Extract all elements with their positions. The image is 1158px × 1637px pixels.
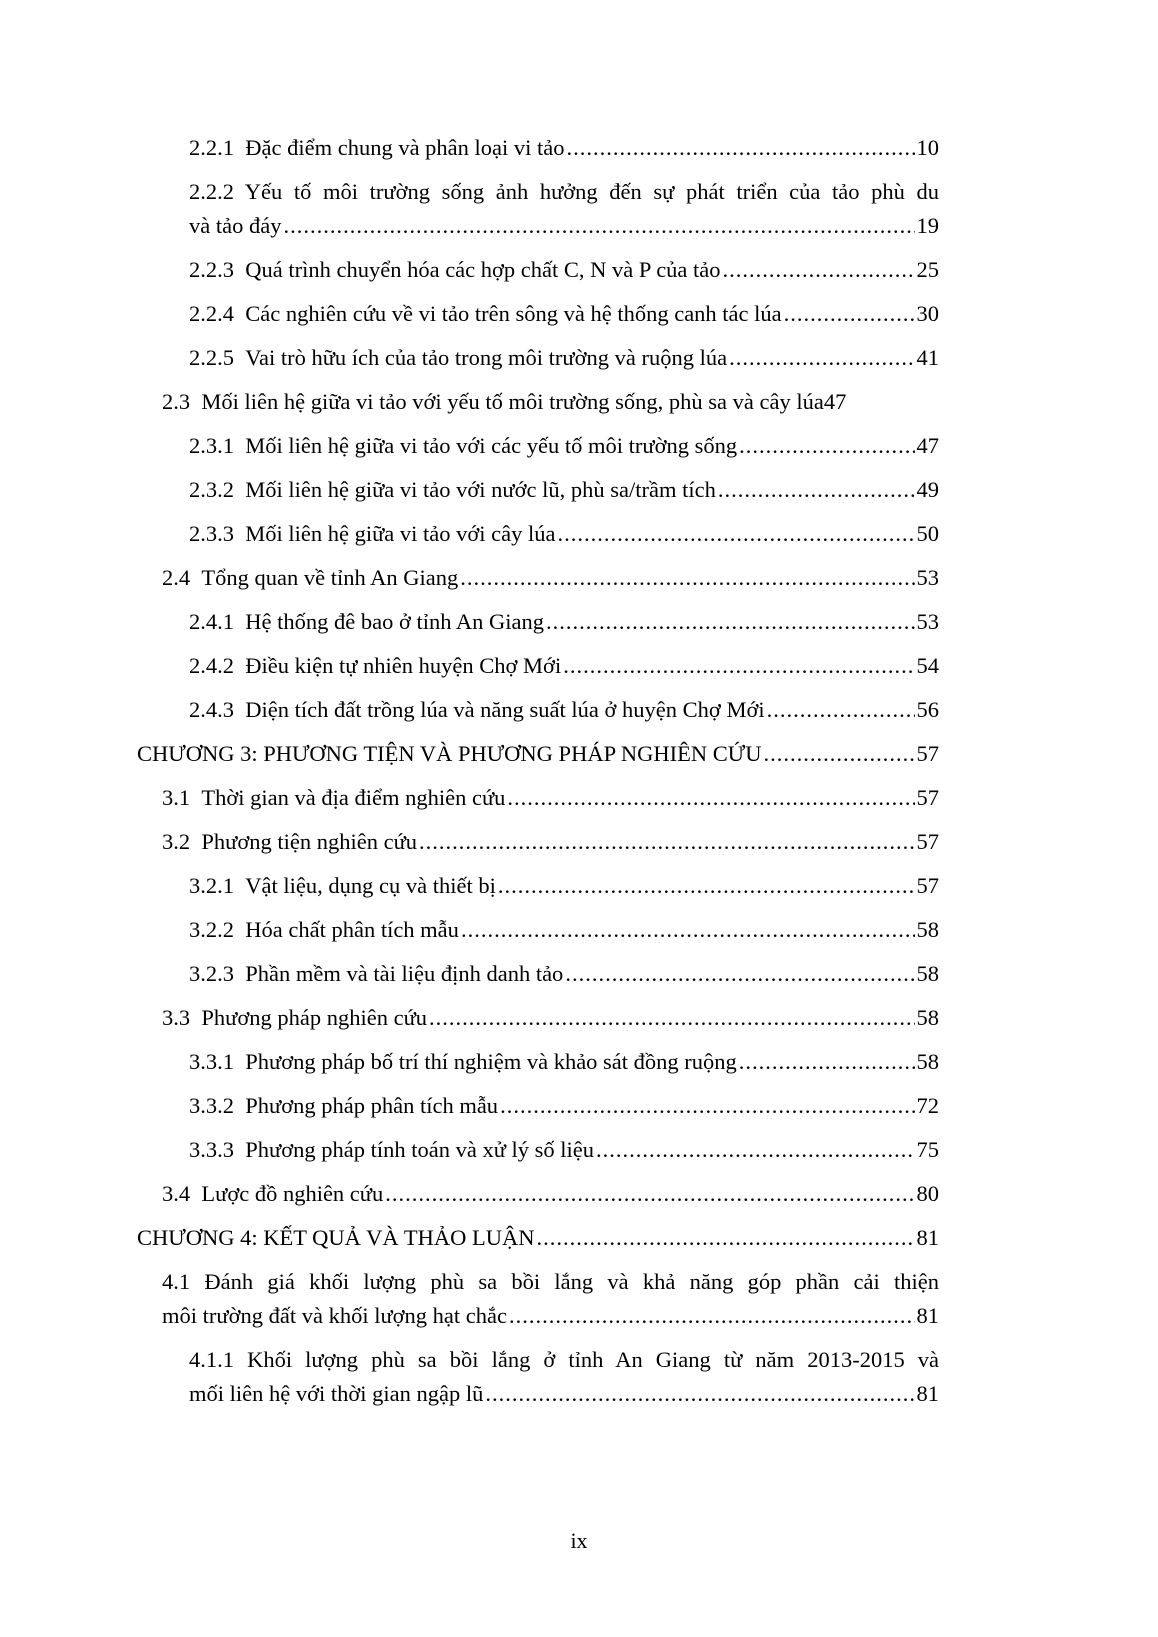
dot-leader [563,649,914,683]
toc-entry-title: Mối liên hệ giữa vi tảo với cây lúa [245,521,556,546]
toc-entry-number: 3.2 [162,829,191,854]
toc-entry[interactable] [0,292,1158,336]
dot-leader [763,737,914,771]
toc-entry-page: 41 [916,345,939,370]
toc-entry-number: 3.3 [162,1005,191,1030]
dot-leader [739,429,914,463]
toc-entry[interactable] [0,600,1158,644]
toc-entry[interactable] [0,468,1158,512]
toc-entry-page: 58 [916,1005,939,1030]
toc-entry[interactable] [0,732,1158,776]
dot-leader [461,913,915,947]
toc-entry-title: Phương pháp phân tích mẫu [245,1093,499,1118]
toc-entry-number: 3.3.3 [189,1137,234,1162]
toc-entry-page: 30 [916,301,939,326]
toc-entry-page: 25 [916,257,939,282]
toc-entry-page: 58 [916,1049,939,1074]
toc-entry[interactable] [0,820,1158,864]
toc-entry-number: 3.2.3 [189,961,234,986]
toc-entry-title: Điều kiện tự nhiên huyện Chợ Mới [245,653,562,678]
toc-entry-number: 3.3.2 [189,1093,234,1118]
toc-entry-title: Thời gian và địa điểm nghiên cứu [201,785,506,810]
toc-entry-number: 2.4.2 [189,653,234,678]
toc-entry[interactable] [0,126,1158,170]
table-of-contents [0,126,1158,1416]
toc-entry-number: 3.3.1 [189,1049,234,1074]
dot-leader [729,341,914,375]
toc-entry[interactable] [0,1338,1158,1416]
toc-entry-page: 57 [916,741,939,766]
toc-entry[interactable] [0,908,1158,952]
toc-entry[interactable] [0,380,1158,424]
toc-entry-page: 81 [916,1381,939,1406]
toc-entry[interactable] [0,864,1158,908]
toc-entry-page: 57 [916,829,939,854]
toc-entry-page: 10 [916,135,939,160]
toc-entry-title: Mối liên hệ giữa vi tảo với nước lũ, phù sa/trầm tích [245,477,716,502]
toc-entry-number: 3.2.2 [189,917,234,942]
toc-entry-number: 3.1 [162,785,191,810]
toc-entry-number: 2.4.3 [189,697,234,722]
toc-entry-title-continued: mối liên hệ với thời gian ngập lũ [189,1381,484,1406]
dot-leader [485,1377,914,1411]
dot-leader [723,253,915,287]
toc-entry-title: Các nghiên cứu về vi tảo trên sông và hệ thống canh tác lúa [245,301,782,326]
toc-entry-title-continued: môi trường đất và khối lượng hạt chắc [162,1303,507,1328]
dot-leader [767,693,915,727]
toc-entry-title: Quá trình chuyển hóa các hợp chất C, N và P của tảo [245,257,721,282]
toc-entry-number: 2.2.5 [189,345,234,370]
dot-leader [498,869,915,903]
toc-entry-number: 2.2.2 [189,179,234,204]
toc-entry-page: 57 [916,785,939,810]
toc-entry-title-continued: và tảo đáy [189,213,282,238]
toc-entry-page: 53 [916,565,939,590]
toc-entry[interactable] [0,1040,1158,1084]
toc-entry[interactable] [0,1260,1158,1338]
page-number: ix [570,1528,588,1553]
toc-entry-title: CHƯƠNG 3: PHƯƠNG TIỆN VÀ PHƯƠNG PHÁP NGHIÊN CỨU [137,741,762,766]
toc-entry-page: 72 [916,1093,939,1118]
toc-entry-page: 47 [916,433,939,458]
toc-entry[interactable] [0,424,1158,468]
toc-entry[interactable] [0,952,1158,996]
toc-entry-number: 2.2.4 [189,301,234,326]
toc-entry[interactable] [0,1172,1158,1216]
toc-entry-page: 81 [916,1303,939,1328]
toc-entry-title: Phương pháp tính toán và xử lý số liệu [245,1137,595,1162]
toc-entry[interactable] [0,512,1158,556]
dot-leader [283,209,914,243]
toc-entry-page: 49 [916,477,939,502]
toc-entry[interactable] [0,1084,1158,1128]
toc-entry[interactable] [0,1128,1158,1172]
dot-leader [565,957,914,991]
dot-leader [567,131,915,165]
toc-entry-title: CHƯƠNG 4: KẾT QUẢ VÀ THẢO LUẬN [137,1225,535,1250]
toc-entry-title: Phương pháp bố trí thí nghiệm và khảo sát đồng ruộng [245,1049,737,1074]
dot-leader [419,825,914,859]
toc-entry-title: Yếu tố môi trường sống ảnh hưởng đến sự phát triển của tảo phù du [244,179,940,204]
toc-entry-number: 2.2.3 [189,257,234,282]
toc-entry[interactable] [0,996,1158,1040]
dot-leader [536,1221,914,1255]
dot-leader [460,561,914,595]
toc-entry-page: 47 [823,389,847,414]
toc-entry-page: 53 [916,609,939,634]
toc-entry-number: 2.3.3 [189,521,234,546]
toc-entry[interactable] [0,688,1158,732]
toc-entry[interactable] [0,170,1158,248]
dot-leader [507,781,914,815]
toc-entry-title: Mối liên hệ giữa vi tảo với yếu tố môi trường sống, phù sa và cây lúa [201,389,824,414]
toc-entry-page: 54 [916,653,939,678]
toc-entry-number: 2.3 [162,389,191,414]
toc-entry-number: 4.1.1 [189,1347,234,1372]
toc-entry[interactable] [0,776,1158,820]
toc-entry-page: 58 [916,961,939,986]
dot-leader [784,297,915,331]
toc-entry-title: Đánh giá khối lượng phù sa bồi lắng và khả năng góp phần cải thiện [204,1269,939,1294]
toc-entry[interactable] [0,1216,1158,1260]
toc-entry-page: 81 [916,1225,939,1250]
toc-entry-page: 56 [916,697,939,722]
dot-leader [596,1133,914,1167]
toc-entry[interactable] [0,644,1158,688]
toc-entry-number: 2.3.1 [189,433,234,458]
toc-entry-title: Phương tiện nghiên cứu [201,829,418,854]
toc-entry-title: Tổng quan về tỉnh An Giang [201,565,459,590]
dot-leader [546,605,915,639]
toc-entry-title: Hóa chất phân tích mẫu [245,917,459,942]
toc-entry-number: 4.1 [162,1269,191,1294]
toc-entry-title: Đặc điểm chung và phân loại vi tảo [245,135,565,160]
toc-entry-page: 19 [916,213,939,238]
toc-entry-title: Khối lượng phù sa bồi lắng ở tỉnh An Giang từ năm 2013-2015 và [247,1347,940,1372]
toc-entry-title: Diện tích đất trồng lúa và năng suất lúa ở huyện Chợ Mới [245,697,765,722]
toc-entry[interactable] [0,556,1158,600]
toc-entry-page: 80 [916,1181,939,1206]
toc-entry[interactable] [0,336,1158,380]
dot-leader [739,1045,915,1079]
toc-entry-number: 3.2.1 [189,873,234,898]
dot-leader [429,1001,914,1035]
toc-entry-page: 58 [916,917,939,942]
dot-leader [500,1089,914,1123]
dot-leader [509,1299,915,1333]
toc-entry-number: 2.4 [162,565,191,590]
toc-entry-title: Vật liệu, dụng cụ và thiết bị [245,873,496,898]
toc-entry-title: Hệ thống đê bao ở tỉnh An Giang [245,609,544,634]
toc-entry[interactable] [0,248,1158,292]
toc-entry-page: 75 [916,1137,939,1162]
dot-leader [718,473,915,507]
toc-entry-number: 2.4.1 [189,609,234,634]
toc-entry-title: Lược đồ nghiên cứu [201,1181,384,1206]
toc-entry-number: 2.3.2 [189,477,234,502]
toc-entry-title: Phương pháp nghiên cứu [201,1005,428,1030]
dot-leader [558,517,915,551]
toc-entry-title: Vai trò hữu ích của tảo trong môi trường và ruộng lúa [245,345,728,370]
toc-entry-number: 2.2.1 [189,135,234,160]
toc-entry-title: Phần mềm và tài liệu định danh tảo [245,961,564,986]
toc-entry-title: Mối liên hệ giữa vi tảo với các yếu tố môi trường sống [245,433,738,458]
dot-leader [385,1177,914,1211]
toc-entry-page: 57 [916,873,939,898]
toc-entry-page: 50 [916,521,939,546]
toc-entry-number: 3.4 [162,1181,191,1206]
